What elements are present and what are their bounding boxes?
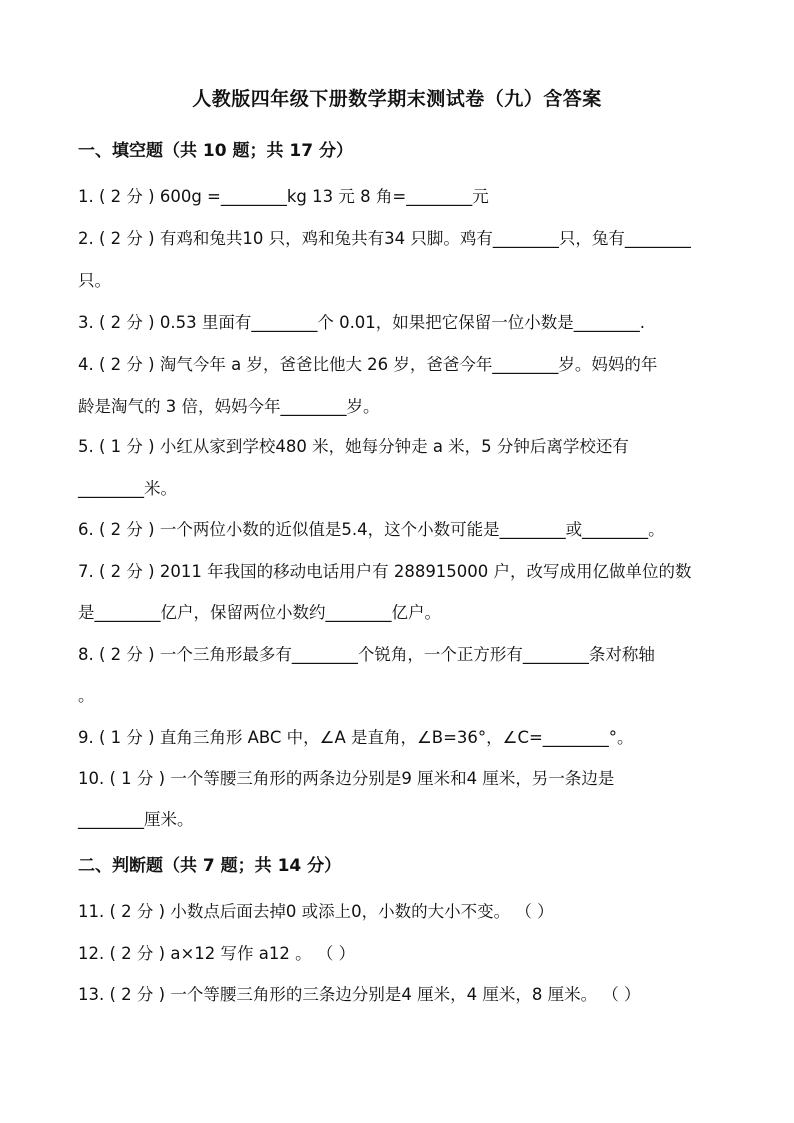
question-1: 1. ( 2 分 ) 600g =________kg 13 元 8 角=________元 [78, 187, 489, 206]
question-3: 3. ( 2 分 ) 0.53 里面有________个 0.01，如果把它保留一位小数是________. [78, 313, 646, 332]
question-7: 7. ( 2 分 ) 2011 年我国的移动电话用户有 288915000 户，改写成用亿做单位的数 [78, 562, 692, 581]
question-2-continuation: 只。 [78, 271, 111, 290]
question-4-continuation: 龄是淘气的 3 倍，妈妈今年________岁。 [78, 397, 380, 416]
question-7-continuation: 是________亿户，保留两位小数约________亿户。 [78, 603, 441, 622]
question-11: 11. ( 2 分 ) 小数点后面去掉0 或添上0，小数的大小不变。 （ ） [78, 902, 554, 921]
question-5: 5. ( 1 分 ) 小红从家到学校480 米，她每分钟走 a 米，5 分钟后离学校还有 [78, 437, 629, 456]
question-10: 10. ( 1 分 ) 一个等腰三角形的两条边分别是9 厘米和4 厘米，另一条边是 [78, 769, 615, 788]
section-heading-true-false: 二、判断题（共 7 题；共 14 分） [78, 856, 342, 876]
question-5-continuation: ________米。 [78, 479, 177, 498]
question-10-continuation: ________厘米。 [78, 810, 194, 829]
question-9: 9. ( 1 分 ) 直角三角形 ABC 中，∠A 是直角，∠B=36°，∠C=________°。 [78, 728, 634, 747]
question-6: 6. ( 2 分 ) 一个两位小数的近似值是5.4，这个小数可能是________或________。 [78, 520, 665, 539]
question-2: 2. ( 2 分 ) 有鸡和兔共10 只，鸡和兔共有34 只脚。鸡有________只，兔有________ [78, 229, 691, 248]
question-8: 8. ( 2 分 ) 一个三角形最多有________个锐角，一个正方形有________条对称轴 [78, 645, 655, 664]
section-heading-fill-blank: 一、填空题（共 10 题；共 17 分） [78, 141, 353, 161]
question-8-continuation: 。 [78, 686, 95, 705]
question-13: 13. ( 2 分 ) 一个等腰三角形的三条边分别是4 厘米，4 厘米，8 厘米。 （ ） [78, 985, 641, 1004]
question-4: 4. ( 2 分 ) 淘气今年 a 岁，爸爸比他大 26 岁，爸爸今年________岁。妈妈的年 [78, 355, 658, 374]
question-12: 12. ( 2 分 ) a×12 写作 a12 。 （ ） [78, 944, 356, 963]
page-title: 人教版四年级下册数学期末测试卷（九）含答案 [192, 88, 602, 110]
